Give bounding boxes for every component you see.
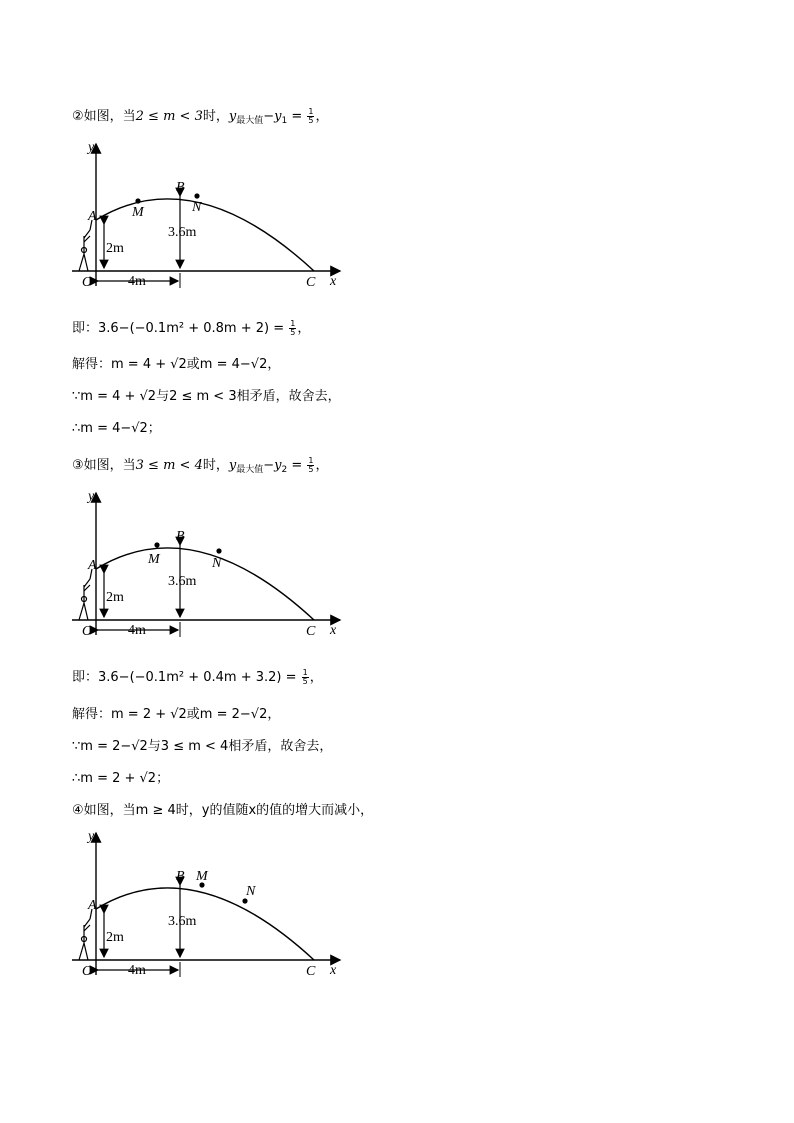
height-b-label: 3.6m xyxy=(168,914,197,929)
label-c: C xyxy=(306,275,316,290)
intro-mid: 时， xyxy=(202,458,229,473)
label-n: N xyxy=(246,884,256,899)
y-label: y xyxy=(88,489,95,504)
label-n: N xyxy=(212,556,222,571)
label-b: B xyxy=(176,180,185,195)
fraction xyxy=(307,457,314,474)
intro-end: ， xyxy=(315,458,329,473)
intro-prefix: ③如图，当 xyxy=(72,458,136,473)
x-label: x xyxy=(330,963,337,978)
section-2-because: ∵m = 4 + √2与2 ≤ m < 3相矛盾，故舍去， xyxy=(72,389,341,404)
width-label: 4m xyxy=(128,623,146,638)
section-2-jie: 解得：m = 4 + √2或m = 4−√2， xyxy=(72,357,281,372)
y-label: y xyxy=(88,829,95,844)
ji-text: 即：3.6−(−0.1m² + 0.4m + 3.2) = xyxy=(72,670,301,685)
expr-y1: −y xyxy=(263,109,282,124)
fraction-num: 1 xyxy=(308,107,314,116)
fraction-den: 5 xyxy=(308,116,314,125)
height-a-label: 2m xyxy=(106,590,124,605)
label-o: O xyxy=(82,964,93,979)
x-label: x xyxy=(330,274,337,289)
fraction-den: 5 xyxy=(308,465,314,474)
height-b-label: 3.6m xyxy=(168,574,197,589)
expr-y2: −y xyxy=(263,458,282,473)
section-2-intro xyxy=(72,108,329,130)
expr-eq: = xyxy=(287,458,307,473)
section-3-intro xyxy=(72,457,329,479)
fraction-num: 1 xyxy=(302,668,308,677)
parabola-curve xyxy=(96,199,314,271)
section-4-intro: ④如图，当m ≥ 4时，y的值随x的值的增大而减小， xyxy=(72,803,374,818)
expr-sub-max: 最大值 xyxy=(236,465,264,475)
label-a: A xyxy=(88,558,97,573)
height-a-label: 2m xyxy=(106,241,124,256)
label-m: M xyxy=(148,552,160,567)
height-a-label: 2m xyxy=(106,930,124,945)
intro-condition: 3 ≤ m < 4 xyxy=(135,458,203,473)
label-o: O xyxy=(82,624,93,639)
point-n xyxy=(216,548,221,553)
height-b-label: 3.6m xyxy=(168,225,197,240)
expr-sub-1: 1 xyxy=(281,116,288,126)
point-m xyxy=(154,542,159,547)
expr-y: y xyxy=(228,109,237,124)
label-n: N xyxy=(192,200,202,215)
label-o: O xyxy=(82,275,93,290)
ji-end: ， xyxy=(309,670,323,685)
parabola-figure-1 xyxy=(72,140,347,290)
ji-text: 即：3.6−(−0.1m² + 0.8m + 2) = xyxy=(72,321,289,336)
label-b: B xyxy=(176,529,185,544)
athlete-icon xyxy=(79,220,92,271)
expr-sub-max: 最大值 xyxy=(236,116,264,126)
intro-prefix: ②如图，当 xyxy=(72,109,136,124)
label-a: A xyxy=(88,898,97,913)
fraction-den: 5 xyxy=(302,677,308,686)
expr-y: y xyxy=(228,458,237,473)
ji-end: ， xyxy=(297,321,311,336)
x-label: x xyxy=(330,623,337,638)
section-2-therefore: ∴m = 4−√2； xyxy=(72,421,161,436)
label-a: A xyxy=(88,209,97,224)
section-3-therefore: ∴m = 2 + √2； xyxy=(72,771,170,786)
parabola-figure-2 xyxy=(72,489,347,639)
y-label: y xyxy=(88,140,95,155)
fraction-num: 1 xyxy=(308,456,314,465)
expr-eq: = xyxy=(287,109,307,124)
section-3-ji xyxy=(72,669,323,687)
point-n xyxy=(242,898,247,903)
intro-end: ， xyxy=(315,109,329,124)
intro-condition: 2 ≤ m < 3 xyxy=(135,109,203,124)
athlete-icon xyxy=(79,569,92,620)
point-n xyxy=(194,193,199,198)
section-2-ji xyxy=(72,320,310,338)
section-3-jie: 解得：m = 2 + √2或m = 2−√2， xyxy=(72,707,281,722)
fraction-num: 1 xyxy=(290,319,296,328)
label-c: C xyxy=(306,964,316,979)
width-label: 4m xyxy=(128,274,146,289)
width-label: 4m xyxy=(128,963,146,978)
parabola-curve xyxy=(96,548,314,620)
label-c: C xyxy=(306,624,316,639)
fraction-den: 5 xyxy=(290,328,296,337)
point-m xyxy=(135,198,140,203)
intro-mid: 时， xyxy=(202,109,229,124)
fraction xyxy=(289,320,296,337)
section-3-because: ∵m = 2−√2与3 ≤ m < 4相矛盾，故舍去， xyxy=(72,739,333,754)
athlete-icon xyxy=(79,909,92,960)
fraction xyxy=(302,669,309,686)
fraction xyxy=(307,108,314,125)
expr-sub-2: 2 xyxy=(281,465,288,475)
parabola-curve xyxy=(96,888,314,960)
label-m: M xyxy=(196,869,208,884)
label-m: M xyxy=(132,205,144,220)
parabola-figure-3 xyxy=(72,829,347,979)
label-b: B xyxy=(176,869,185,884)
